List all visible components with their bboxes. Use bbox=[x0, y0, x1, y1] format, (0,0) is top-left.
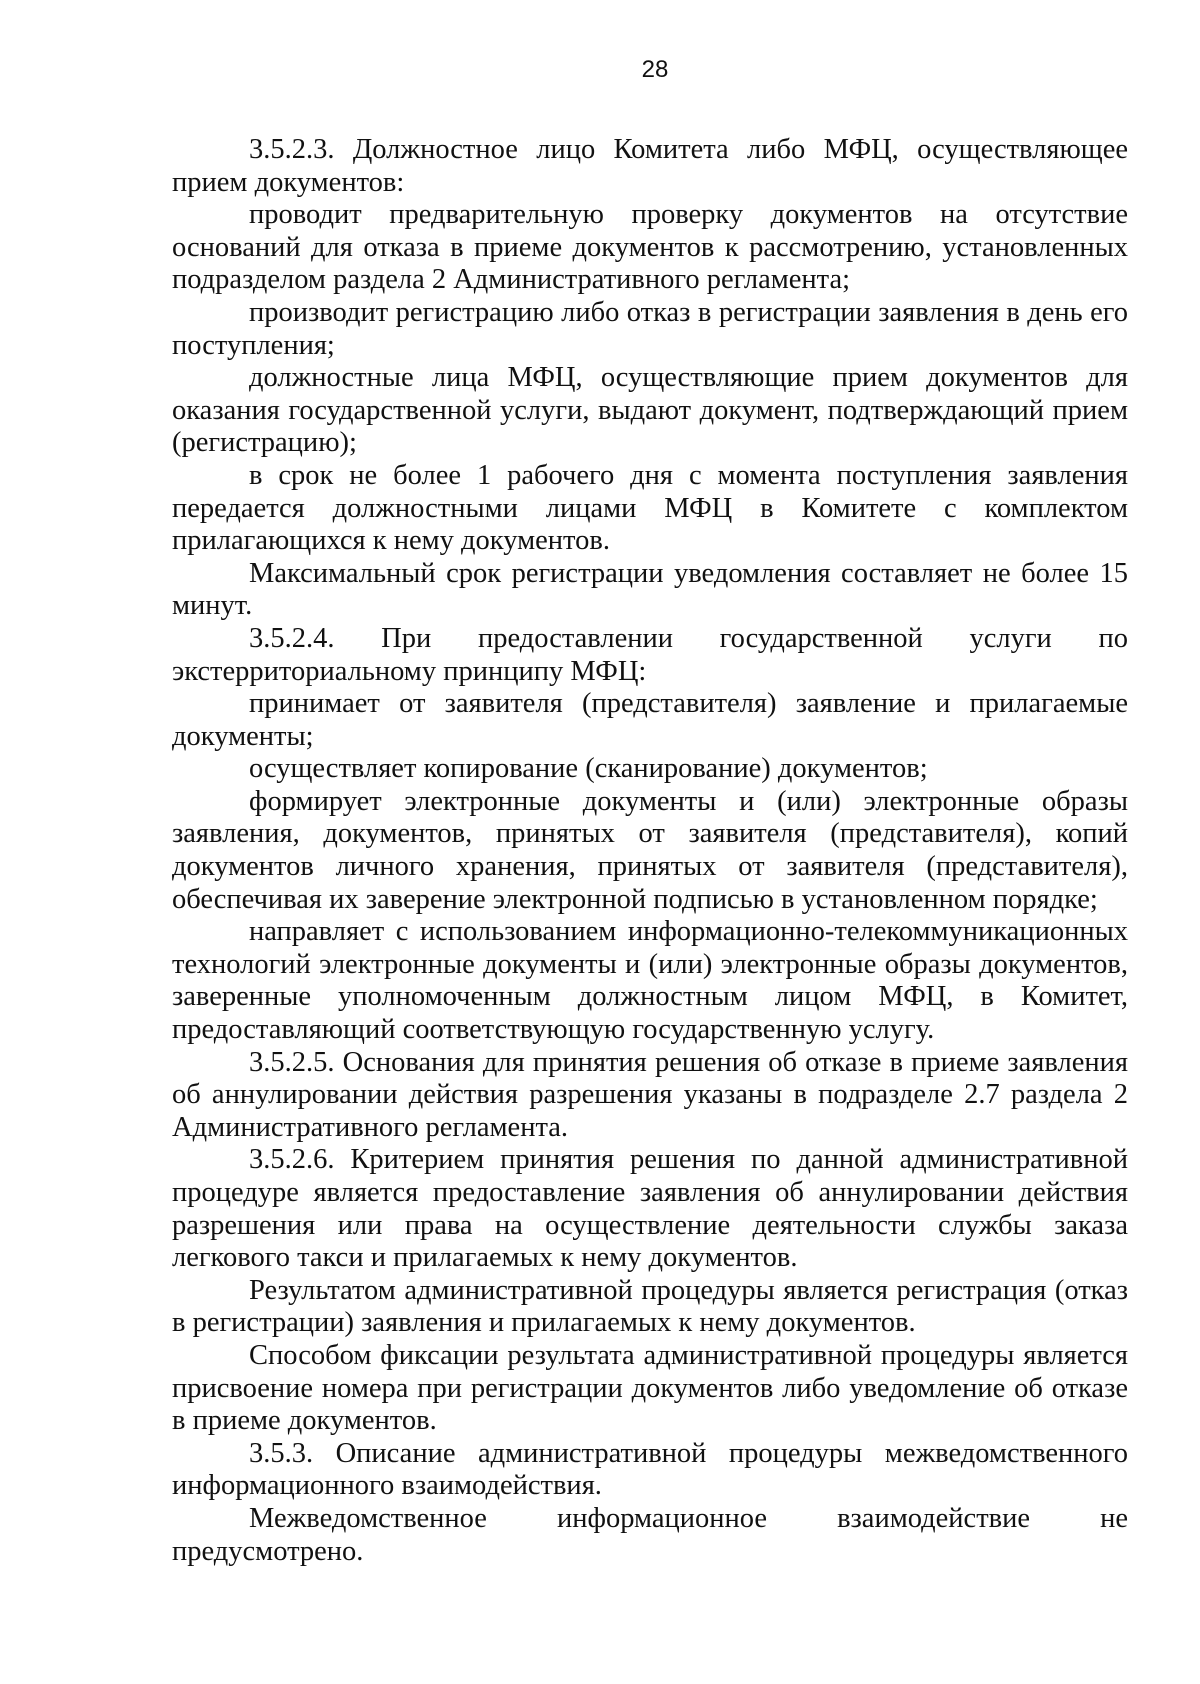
paragraph-interagency-not-provided: Межведомственное информационное взаимодействие не предусмотрено. bbox=[172, 1502, 1128, 1567]
paragraph-mfc-officials: должностные лица МФЦ, осуществляющие прием документов для оказания государственной услуги, выдают документ, подтверждающий прием (регистрацию); bbox=[172, 362, 1128, 459]
page-number: 28 bbox=[641, 56, 669, 83]
paragraph-preliminary-check: проводит предварительную проверку документов на отсутствие оснований для отказа в приеме документов к рассмотрению, установленных подразделом раздела 2 Административного регламента; bbox=[172, 199, 1128, 296]
paragraph-registration: производит регистрацию либо отказ в регистрации заявления в день его поступления; bbox=[172, 296, 1128, 361]
paragraph-fixation-method: Способом фиксации результата административной процедуры является присвоение номера при регистрации документов либо уведомление об отказе в приеме документов. bbox=[172, 1339, 1128, 1437]
paragraph-accepts-application: принимает от заявителя (представителя) заявление и прилагаемые документы; bbox=[172, 688, 1128, 752]
paragraph-3-5-2-3: 3.5.2.3. Должностное лицо Комитета либо МФЦ, осуществляющее прием документов: bbox=[172, 134, 1128, 198]
paragraph-max-registration-time: Максимальный срок регистрации уведомления составляет не более 15 минут. bbox=[172, 557, 1128, 622]
paragraph-electronic-documents: формирует электронные документы и (или) электронные образы заявления, документов, принятых от заявителя (представителя), копий документов личного хранения, принятых от заявителя (представителя), обеспечивая их заверение электронной подписью в установленном порядке; bbox=[172, 785, 1128, 915]
paragraph-copying: осуществляет копирование (сканирование) документов; bbox=[249, 753, 928, 785]
paragraph-3-5-2-4: 3.5.2.4. При предоставлении государственной услуги по экстерриториальному принципу МФЦ: bbox=[172, 622, 1128, 687]
document-body bbox=[172, 134, 1128, 1568]
paragraph-transfer-deadline: в срок не более 1 рабочего дня с момента поступления заявления передается должностными лицами МФЦ в Комитете с комплектом прилагающихся к нему документов. bbox=[172, 459, 1128, 557]
paragraph-result: Результатом административной процедуры является регистрация (отказ в регистрации) заявления и прилагаемых к нему документов. bbox=[172, 1274, 1128, 1339]
paragraph-3-5-2-6: 3.5.2.6. Критерием принятия решения по данной административной процедуре является предоставление заявления об аннулировании действия разрешения или права на осуществление деятельности службы заказа легкового такси и прилагаемых к нему документов. bbox=[172, 1144, 1128, 1274]
paragraph-3-5-2-5: 3.5.2.5. Основания для принятия решения об отказе в приеме заявления об аннулировании действия разрешения указаны в подразделе 2.7 раздела 2 Административного регламента. bbox=[172, 1046, 1128, 1143]
paragraph-3-5-3: 3.5.3. Описание административной процедуры межведомственного информационного взаимодействия. bbox=[172, 1437, 1128, 1502]
paragraph-sends-documents: направляет с использованием информационно-телекоммуникационных технологий электронные документы и (или) электронные образы документов, заверенные уполномоченным должностным лицом МФЦ, в Комитет, предоставляющий соответствующую государственную услугу. bbox=[172, 916, 1128, 1046]
